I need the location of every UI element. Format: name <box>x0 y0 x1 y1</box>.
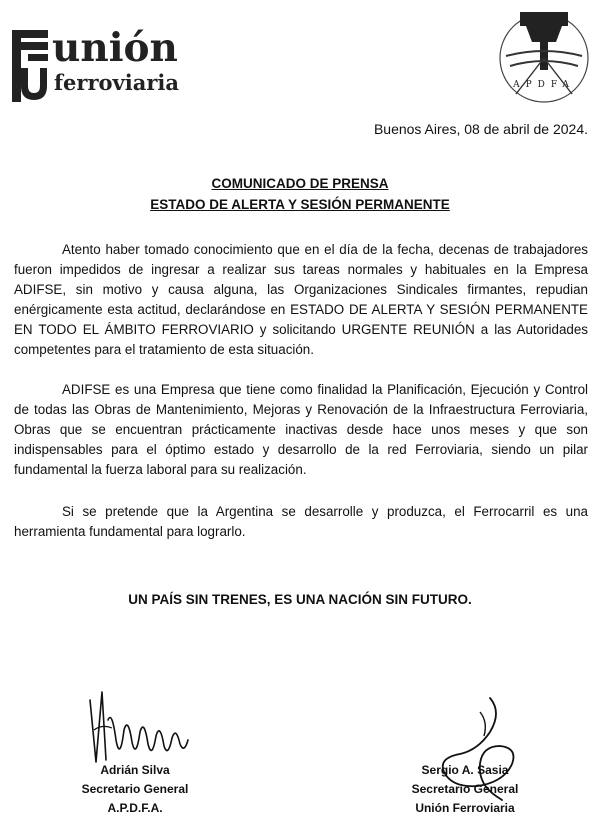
signer-name-left: Adrián Silva <box>100 763 170 777</box>
logo-text-ferroviaria: ferroviaria <box>54 70 179 95</box>
title-line-2: ESTADO DE ALERTA Y SESIÓN PERMANENTE <box>150 197 450 212</box>
signature-block-right <box>390 761 540 818</box>
body-paragraph-3: Si se pretende que la Argentina se desarrolle y produzca, el Ferrocarril es una herramienta fundamental para lograrlo. <box>14 504 588 539</box>
apdfa-logo <box>496 6 592 104</box>
union-ferroviaria-logo <box>10 26 200 106</box>
slogan: UN PAÍS SIN TRENES, ES UNA NACIÓN SIN FUTURO. <box>128 592 472 607</box>
union-ferroviaria-emblem-icon <box>10 28 50 102</box>
signature-block-left <box>60 761 210 818</box>
signer-role-left: Secretario General <box>81 782 189 796</box>
signer-org-right: Unión Ferroviaria <box>415 801 515 815</box>
signer-org-left: A.P.D.F.A. <box>107 801 163 815</box>
apdfa-logo-text: APDFA <box>513 80 575 90</box>
title-line-1: COMUNICADO DE PRENSA <box>211 176 389 191</box>
title-communique <box>0 176 600 191</box>
signer-role-right: Secretario General <box>411 782 519 796</box>
signer-name-right: Sergio A. Sasia <box>421 763 509 777</box>
document-date: Buenos Aires, 08 de abril de 2024. <box>373 121 588 137</box>
body-paragraph-1: Atento haber tomado conocimiento que en el día de la fecha, decenas de trabajadores fueron impedidos de ingresar a realizar sus tareas normales y habituales en la Empresa ADIFSE, sin motivo y causa alguna, las Organizaciones Sindicales firmantes, repudian enérgicamente esta actitud, declarándose en ESTADO DE ALERTA Y SESIÓN PERMANENTE EN TODO EL ÁMBITO FERROVIARIO y solicitando URGENTE REUNIÓN a las Autoridades competentes para el tratamiento de esta situación. <box>14 242 588 357</box>
signature-scribble-left <box>72 680 212 770</box>
title-subject <box>0 197 600 212</box>
body-paragraph-2: ADIFSE es una Empresa que tiene como finalidad la Planificación, Ejecución y Control de todas las Obras de Mantenimiento, Mejoras y Renovación de la Infraestructura Ferroviaria, Obras que se encuentran prácticamente inactivas desde hace unos meses y que son indispensables para el óptimo estado y desarrollo de la red Ferroviaria, siendo un pilar fundamental la fuerza laboral para su realización. <box>14 382 588 477</box>
logo-text-union: unión <box>52 25 178 71</box>
